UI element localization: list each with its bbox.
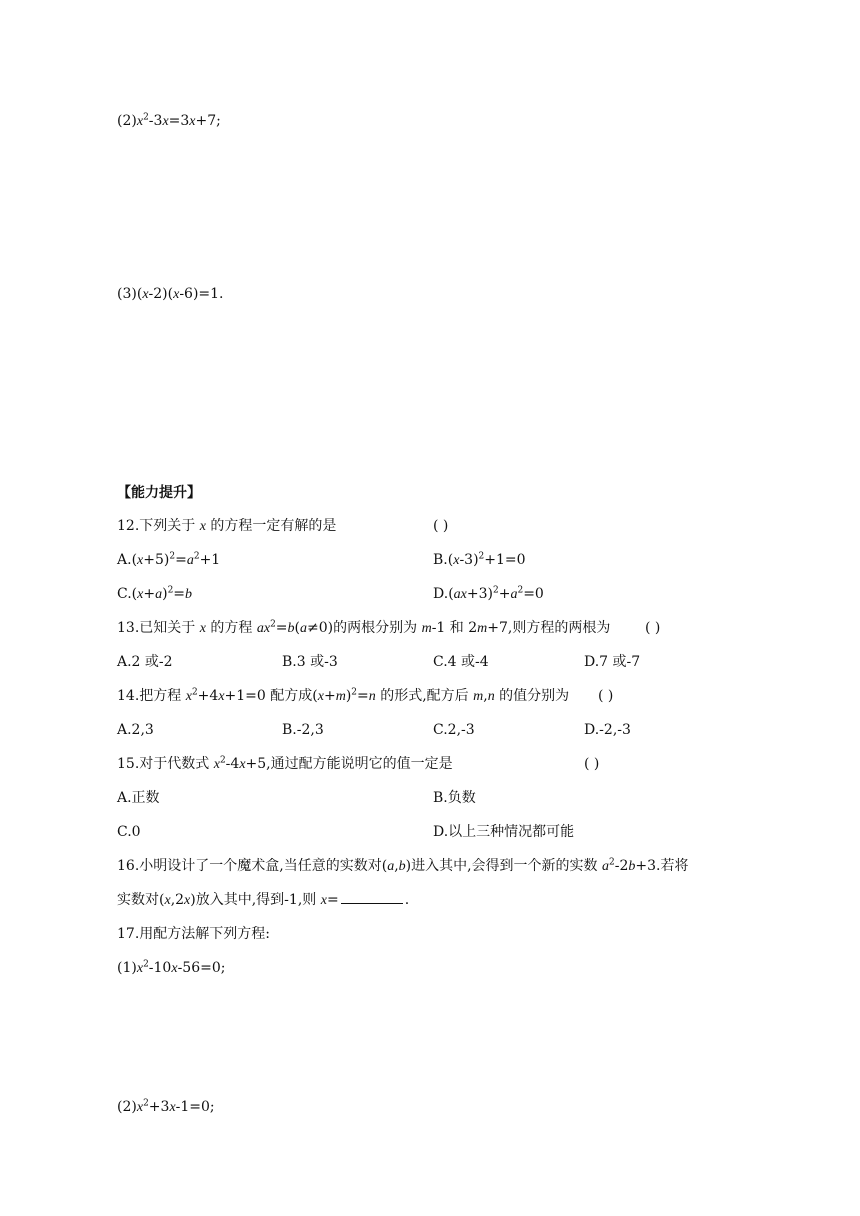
q14-option-b: B.-2,3 bbox=[282, 722, 324, 738]
q12-option-b: $B.(x-3)^2+1=0$ bbox=[433, 551, 526, 568]
section-title: 【能力提升】 bbox=[117, 485, 201, 501]
q14-option-d: D.-2,-3 bbox=[584, 722, 631, 738]
q15-option-d: D.以上三种情况都可能 bbox=[433, 824, 575, 840]
q17-stem: 17.用配方法解下列方程: bbox=[117, 926, 270, 942]
q15-answer-paren: ( ) bbox=[584, 756, 600, 772]
q15-option-b: B.负数 bbox=[433, 790, 476, 806]
problem-label: (3) bbox=[117, 286, 137, 302]
q16-line-2: 实数对(x,2x)放入其中,得到-1,则 x= . bbox=[117, 892, 410, 908]
q13-option-a: A.2 或-2 bbox=[117, 654, 173, 670]
q12-option-d: $D.(ax+3)^2+a^2=0$ bbox=[433, 585, 544, 602]
q14-answer-paren: ( ) bbox=[598, 688, 614, 704]
answer-blank[interactable] bbox=[341, 891, 403, 904]
q16-line-1: 16.小明设计了一个魔术盒,当任意的实数对(a,b)进入其中,会得到一个新的实数 $a^2-2b+3$.若将 bbox=[117, 857, 689, 874]
q13-option-b: B.3 或-3 bbox=[282, 654, 338, 670]
q12-stem: 12.下列关于 x 的方程一定有解的是 bbox=[117, 518, 337, 534]
q14-option-a: A.2,3 bbox=[117, 722, 154, 738]
q12-answer-paren: ( ) bbox=[433, 518, 449, 534]
problem-label: (2) bbox=[117, 113, 137, 129]
problem-2-equation: $(2)x^2-3x=3x+7$; bbox=[117, 112, 221, 129]
q14-option-c: C.2,-3 bbox=[433, 722, 475, 738]
problem-3-equation: (3)(x-2)(x-6)=1. bbox=[117, 286, 224, 302]
q12-option-c: $C.(x+a)^2=b$ bbox=[117, 585, 193, 602]
q13-answer-paren: ( ) bbox=[645, 620, 661, 636]
q17-part-1: $(1)x^2-10x-56=0$; bbox=[117, 959, 226, 976]
q17-part-2: $(2)x^2+3x-1=0$; bbox=[117, 1098, 215, 1115]
q14-stem: 14.把方程 $x^2+4x+1=0$ 配方成$(x+m)^2=n$ 的形式,配方后 m,n 的值分别为 bbox=[117, 687, 570, 704]
q13-stem: 13.已知关于 x 的方程 $ax^2=b(a\ne 0)$的两根分别为 m-1 和 2m+7,则方程的两根为 bbox=[117, 619, 611, 636]
q13-option-c: C.4 或-4 bbox=[433, 654, 489, 670]
q15-stem: 15.对于代数式 $x^2-4x+5$,通过配方能说明它的值一定是 bbox=[117, 755, 453, 772]
q13-option-d: D.7 或-7 bbox=[584, 654, 641, 670]
q12-option-a: $A.(x+5)^2=a^2+1$ bbox=[117, 551, 221, 568]
q15-option-c: C.0 bbox=[117, 824, 141, 840]
q15-option-a: A.正数 bbox=[117, 790, 160, 806]
